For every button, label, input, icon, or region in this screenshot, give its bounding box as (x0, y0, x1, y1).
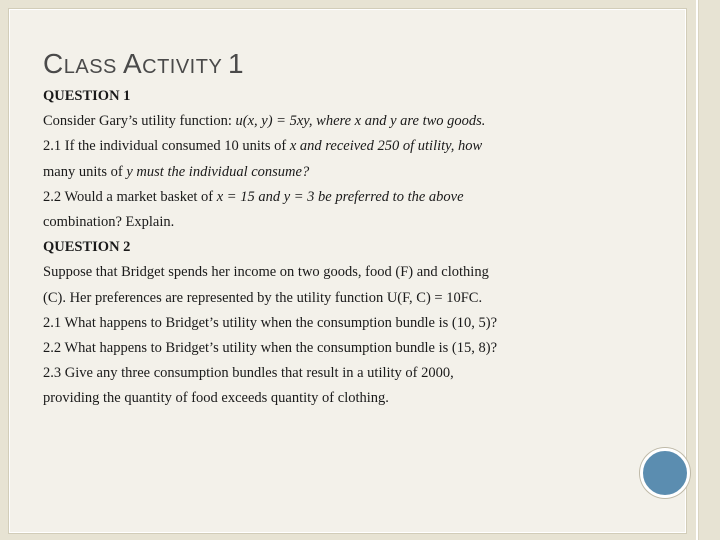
slide-title: CLASS ACTIVITY 1 (43, 48, 245, 79)
question-2-line-1: Suppose that Bridget spends her income on two goods, food (F) and clothing (43, 264, 489, 281)
question-1-line-3: many units of y must the individual consume? (43, 163, 310, 180)
question-2-line-6: providing the quantity of food exceeds quantity of clothing. (43, 390, 389, 407)
question-2-heading: QUESTION 2 (43, 239, 131, 256)
question-1-line-5: combination? Explain. (43, 214, 175, 231)
question-1-line-1: Consider Gary’s utility function: u(x, y) = 5xy, where x and y are two goods. (43, 113, 486, 130)
question-1-line-4: 2.2 Would a market basket of x = 15 and y = 3 be preferred to the above (43, 188, 464, 205)
right-decorative-rule-shadow (698, 0, 699, 540)
question-2-line-2: (C). Her preferences are represented by the utility function U(F, C) = 10FC. (43, 289, 483, 306)
question-2-line-3: 2.1 What happens to Bridget’s utility when the consumption bundle is (10, 5)? (43, 314, 498, 331)
question-1-line-2: 2.1 If the individual consumed 10 units of x and received 250 of utility, how (43, 138, 483, 155)
question-2-line-4: 2.2 What happens to Bridget’s utility when the consumption bundle is (15, 8)? (43, 340, 498, 357)
question-2-line-5: 2.3 Give any three consumption bundles that result in a utility of 2000, (43, 365, 454, 382)
question-1-heading: QUESTION 1 (43, 88, 131, 104)
slide-body (43, 84, 653, 412)
corner-decorative-circle (640, 448, 690, 498)
